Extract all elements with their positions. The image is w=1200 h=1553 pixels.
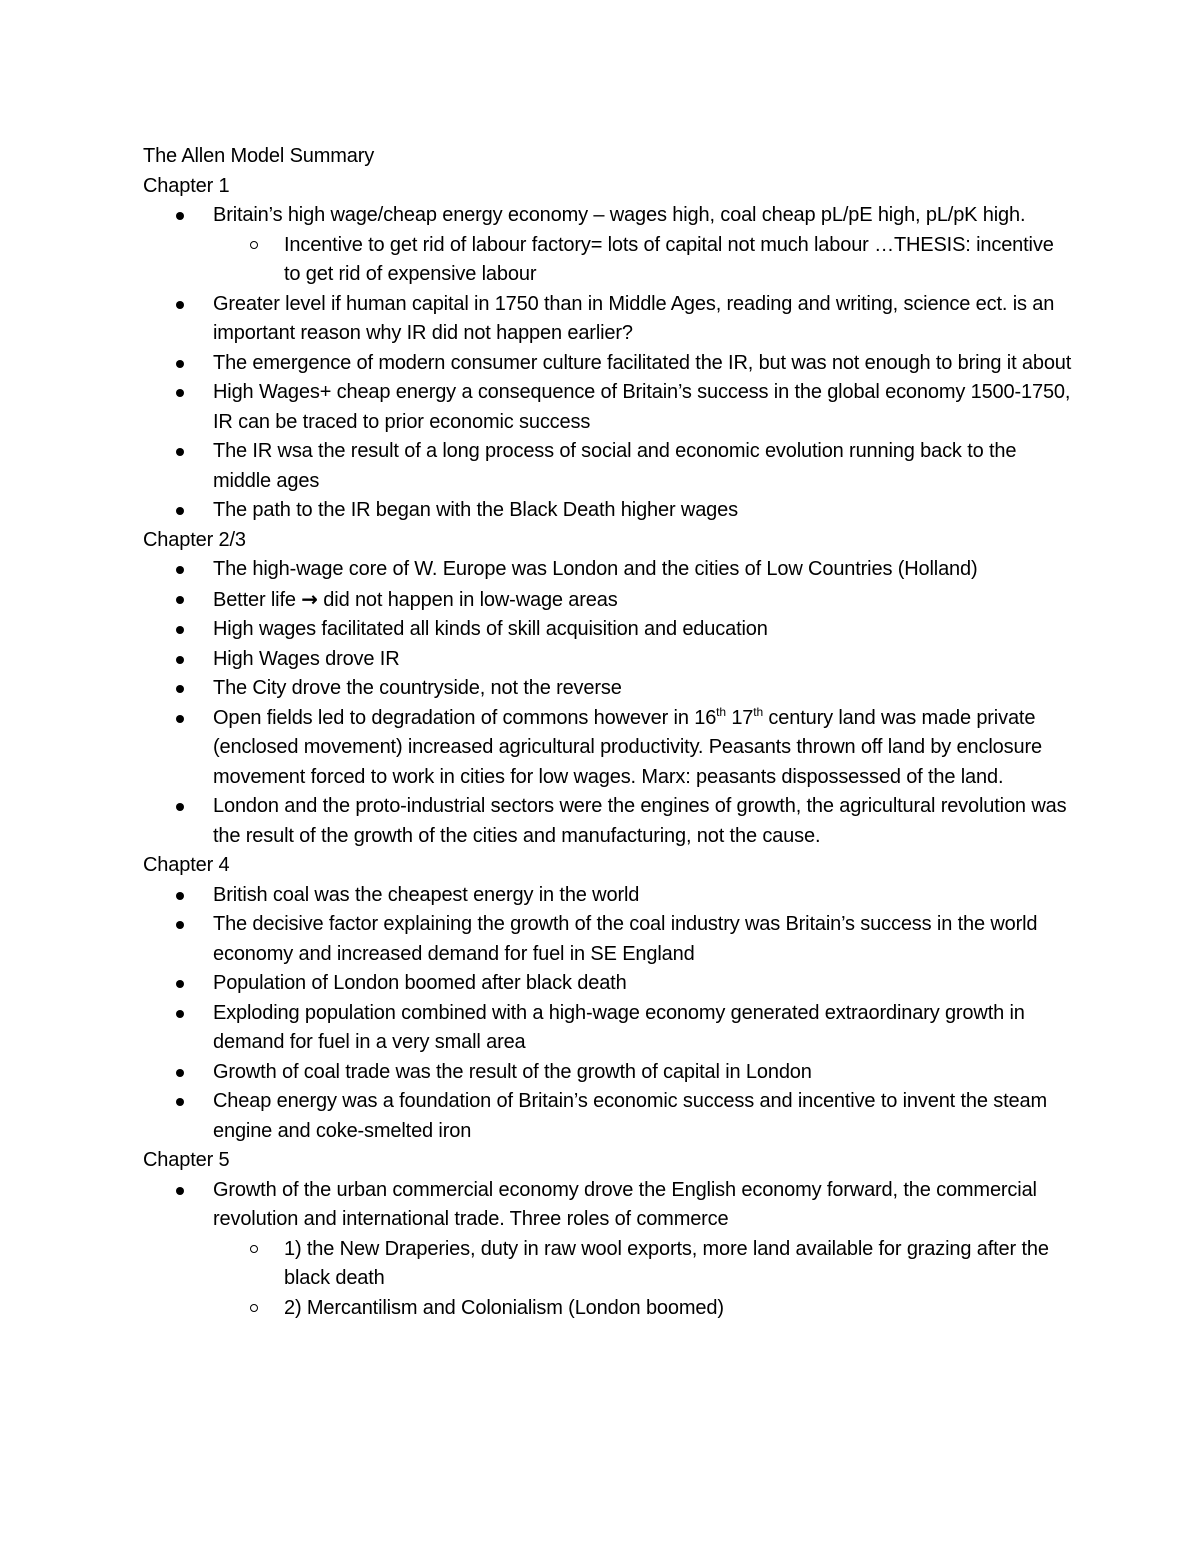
list-item-text: The decisive factor explaining the growth of the coal industry was Britain’s success in the world economy and increased demand for fuel in SE England	[213, 913, 1038, 965]
bullet-icon	[176, 212, 184, 220]
list-item-text: Open fields led to degradation of commons however in 16	[213, 706, 717, 729]
hollow-bullet-icon	[250, 241, 258, 249]
list-item-text: Exploding population combined with a high-wage economy generated extraordinary growth in demand for fuel in a very small area	[213, 1001, 1025, 1053]
list-item	[213, 674, 1073, 704]
sub-list-item	[284, 231, 1073, 290]
list-item-text: Britain’s high wage/cheap energy economy – wages high, coal cheap pL/pE high, pL/pK high.	[213, 204, 1026, 226]
list-item-text: High Wages+ cheap energy a consequence of Britain’s success in the global economy 1500-1750, IR can be traced to prior economic success	[213, 381, 1071, 433]
bullet-icon	[176, 1098, 184, 1106]
bullet-icon	[176, 566, 184, 574]
list-item	[213, 349, 1073, 379]
list-item-text: London and the proto-industrial sectors were the engines of growth, the agricultural revolution was the result of the growth of the cities and manufacturing, not the cause.	[213, 795, 1067, 847]
hollow-bullet-icon	[250, 1245, 258, 1253]
bullet-icon	[176, 301, 184, 309]
list-item	[213, 615, 1073, 645]
list-item-text: The high-wage core of W. Europe was London and the cities of Low Countries (Holland)	[213, 558, 978, 580]
superscript: th	[753, 704, 763, 719]
list-item-text: High Wages drove IR	[213, 647, 400, 670]
chapter-heading: Chapter 2/3	[143, 528, 246, 551]
bullet-list	[143, 881, 1073, 1147]
sub-list-item-text: 2) Mercantilism and Colonialism (London boomed)	[284, 1296, 724, 1319]
list-item	[213, 645, 1073, 675]
sub-list-item	[284, 1294, 1073, 1324]
chapter-heading: Chapter 5	[143, 1149, 230, 1171]
list-item-text: The emergence of modern consumer culture facilitated the IR, but was not enough to bring it about	[213, 351, 1072, 374]
list-item-text: The City drove the countryside, not the reverse	[213, 677, 622, 699]
list-item	[213, 437, 1073, 496]
list-item	[213, 290, 1073, 349]
list-item-text: High wages facilitated all kinds of skill acquisition and education	[213, 618, 768, 640]
bullet-list	[143, 201, 1073, 526]
superscript: th	[716, 704, 726, 719]
list-item	[213, 201, 1073, 290]
list-item	[213, 378, 1073, 437]
bullet-icon	[176, 1010, 184, 1018]
list-item-text: Population of London boomed after black death	[213, 972, 627, 994]
list-item-text: Growth of the urban commercial economy drove the English economy forward, the commercial revolution and international trade. Three roles of commerce	[213, 1178, 1037, 1230]
list-item-text: did not happen in low-wage areas	[323, 588, 618, 611]
list-item-text: The path to the IR began with the Black Death higher wages	[213, 499, 738, 521]
list-item-text: Cheap energy was a foundation of Britain’s economic success and incentive to invent the steam engine and coke-smelted iron	[213, 1090, 1047, 1142]
bullet-icon	[176, 803, 184, 811]
list-item-text: 17	[731, 706, 754, 729]
bullet-icon	[176, 1187, 184, 1195]
document-body	[143, 142, 1073, 1323]
list-item	[213, 1176, 1073, 1324]
list-item	[213, 1058, 1073, 1088]
list-item-text: Better life	[213, 588, 296, 611]
list-item	[213, 792, 1073, 851]
sub-list-item	[284, 1235, 1073, 1294]
list-item	[213, 704, 1073, 793]
sub-list-item-text: Incentive to get rid of labour factory= lots of capital not much labour …THESIS: incentive to get rid of expensive labour	[284, 233, 1054, 285]
bullet-icon	[176, 360, 184, 368]
bullet-list	[143, 555, 1073, 851]
list-item-text: Greater level if human capital in 1750 than in Middle Ages, reading and writing, science ect. is an important reason why IR did not happen earlier?	[213, 292, 1055, 344]
bullet-icon	[176, 921, 184, 929]
list-item-text: century land was made private (enclosed movement) increased agricultural productivity. Peasants thrown off land by enclosure movement forced to work in cities for low wages. Marx: peasants dispossessed of the land.	[213, 706, 1042, 788]
right-arrow-icon: →	[301, 586, 318, 611]
bullet-icon	[176, 448, 184, 456]
bullet-list	[143, 1176, 1073, 1324]
bullet-icon	[176, 1069, 184, 1077]
bullet-icon	[176, 389, 184, 397]
list-item	[213, 555, 1073, 585]
hollow-bullet-icon	[250, 1304, 258, 1312]
list-item	[213, 1087, 1073, 1146]
bullet-icon	[176, 596, 184, 604]
bullet-icon	[176, 685, 184, 693]
bullet-icon	[176, 715, 184, 723]
list-item-text: Growth of coal trade was the result of the growth of capital in London	[213, 1060, 812, 1083]
bullet-icon	[176, 626, 184, 634]
bullet-icon	[176, 892, 184, 900]
list-item	[213, 496, 1073, 526]
sub-bullet-list	[213, 1235, 1073, 1324]
bullet-icon	[176, 980, 184, 988]
bullet-icon	[176, 507, 184, 515]
sub-list-item-text: 1) the New Draperies, duty in raw wool exports, more land available for grazing after the black death	[284, 1237, 1049, 1289]
chapter-heading: Chapter 1	[143, 174, 230, 197]
document-title: The Allen Model Summary	[143, 145, 375, 167]
list-item-text: British coal was the cheapest energy in the world	[213, 883, 640, 906]
list-item	[213, 999, 1073, 1058]
list-item	[213, 910, 1073, 969]
list-item	[213, 585, 1073, 616]
sub-bullet-list	[213, 231, 1073, 290]
list-item	[213, 881, 1073, 911]
list-item	[213, 969, 1073, 999]
chapter-heading: Chapter 4	[143, 854, 230, 876]
bullet-icon	[176, 656, 184, 664]
list-item-text: The IR wsa the result of a long process of social and economic evolution running back to the middle ages	[213, 440, 1017, 492]
